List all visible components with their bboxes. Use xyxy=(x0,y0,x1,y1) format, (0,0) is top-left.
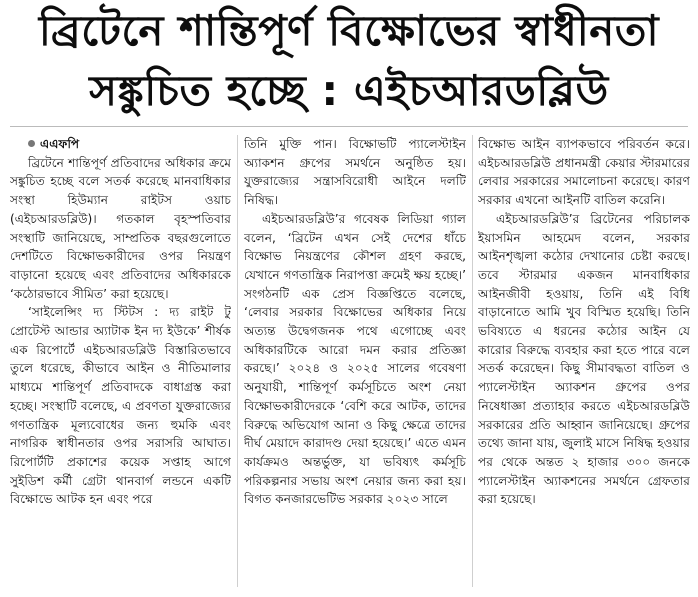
article-column-1 xyxy=(10,135,231,591)
paragraph: এইচআরডব্লিউ’র ব্রিটেনের পরিচালক ইয়াসমিন আহমেদ বলেন, সরকার আইনশৃঙ্খলা কঠোর দেখানোর চেষ্টা করছে। তবে স্টারমার একজন মানবাধিকার আইনজীবী হওয়ায়, তিনি এই বিধি বাড়ানোতে আমি খুব বিস্মিত হয়েছি। তিনি ভবিষ্যতে এ ধরনের কঠোর আইন যে কারোর বিরুদ্ধে ব্যবহার করা হতে পারে বলে সতর্ক করেছেন। কিছু সীমাবদ্ধতা বাতিল ও প্যালেস্টাইন অ্যাকশন গ্রুপের ওপর নিষেধাজ্ঞা প্রত্যাহার করতে এইচআরডব্লিউ সরকারের প্রতি আহ্বান জানিয়েছে। গ্রুপের তথ্যে জানা যায়, জুলাই মাসে নিষিদ্ধ হওয়ার পর থেকে অন্তত ২ হাজার ৩০০ জনকে প্যালেস্টাইন অ্যাকশনের সমর্থনে গ্রেফতার করা হয়েছে। xyxy=(478,211,690,507)
headline-line-2: সঙ্কুচিত হচ্ছে : এইচআরডব্লিউ xyxy=(89,66,609,115)
byline-text: এএফপি xyxy=(40,137,80,151)
paragraph: বিক্ষোভ আইন ব্যাপকভাবে পরিবর্তন করে। এইচআরডব্লিউ প্রধানমন্ত্রী কেয়ার স্টারমারের লেবার সরকারের সমালোচনা করেছে। কারণ সরকার এখনো আইনটি বাতিল করেনি। xyxy=(478,137,690,208)
byline xyxy=(10,135,231,154)
column-divider-2 xyxy=(472,135,473,587)
paragraph: তিনি মুক্তি পান। বিক্ষোভটি প্যালেস্টাইন অ্যাকশন গ্রুপের সমর্থনে অনুষ্ঠিত হয়। যুক্তরাজ্যের সন্ত্রাসবিরোধী আইনে দলটি নিষিদ্ধ। xyxy=(244,137,466,208)
paragraph: এইচআরডব্লিউ’র গবেষক লিডিয়া গ্যাল বলেন, ‘ব্রিটেন এখন সেই দেশের ধাঁচে বিক্ষোভ নিয়ন্ত্রণের কৌশল গ্রহণ করছে, যেখানে গণতান্ত্রিক নিরাপত্তা ক্রমেই ক্ষয় হচ্ছে।’ সংগঠনটি এক প্রেস বিজ্ঞপ্তিতে বলেছে, ‘লেবার সরকার বিক্ষোভের অধিকার নিয়ে অত্যন্ত উদ্বেগজনক পথে এগোচ্ছে এবং অধিকারটিকে আরো দমন করার প্রতিজ্ঞা করছে।’ ২০২৪ ও ২০২৫ সালের গবেষণা অনুযায়ী, শান্তিপূর্ণ কর্মসূচিতে অংশ নেয়া বিক্ষোভকারীদেরকে ‘বেশি করে আটক, তাদের বিরুদ্ধে অভিযোগ আনা ও কিছু ক্ষেত্রে তাদের দীর্ঘ মেয়াদে কারাদণ্ড দেয়া হয়েছে।’ এতে এমন কার্যক্রমও অন্তর্ভুক্ত, যা ভবিষ্যৎ কর্মসূচি পরিকল্পনার সভায় অংশ নেয়ার জন্য করা হয়। বিগত কনজারভেটিভ সরকার ২০২৩ সালে xyxy=(244,211,466,507)
paragraph: ব্রিটেনে শান্তিপূর্ণ প্রতিবাদের অধিকার ক্রমে সঙ্কুচিত হচ্ছে বলে সতর্ক করেছে মানবাধিকার সংস্থা হিউম্যান রাইটস ওয়াচ (এইচআরডব্লিউ)। গতকাল বৃহস্পতিবার সংস্থাটি জানিয়েছে, সাম্প্রতিক বছরগুলোতে দেশটিতে বিক্ষোভকারীদের ওপর নিয়ন্ত্রণ বাড়ানো হয়েছে এবং প্রতিবাদের অধিকারকে ‘কঠোরভাবে সীমিত’ করা হয়েছে। xyxy=(10,155,231,301)
bullet-icon xyxy=(28,140,35,147)
headline-divider xyxy=(10,126,688,127)
headline-line-1: ব্রিটেনে শান্তিপূর্ণ বিক্ষোভের স্বাধীনতা xyxy=(38,6,660,55)
article-column-3 xyxy=(478,135,690,591)
article-column-2 xyxy=(244,135,466,591)
paragraph: ‘সাইলেন্সিং দ্য স্টিটস : দ্য রাইট টু প্রোটেস্ট আন্ডার অ্যাটাক ইন দ্য ইউকে’ শীর্ষক এক রিপোর্টে এইচআরডব্লিউ বিস্তারিতভাবে তুলে ধরেছে, কীভাবে আইন ও নীতিমালার মাধ্যমে শান্তিপূর্ণ প্রতিবাদকে বাধাগ্রস্ত করা হচ্ছে। সংস্থাটি বলেছে, এ প্রবণতা যুক্তরাজ্যের গণতান্ত্রিক মূল্যবোধের জন্য হুমকি এবং নাগরিক স্বাধীনতার ওপর সরাসরি আঘাত। রিপোর্টটি প্রকাশের কয়েক সপ্তাহ আগে সুইডিশ কর্মী গ্রেটা থানবার্গ লন্ডনে একটি বিক্ষোভে আটক হন এবং পরে xyxy=(10,305,231,507)
column-divider-1 xyxy=(237,135,238,587)
